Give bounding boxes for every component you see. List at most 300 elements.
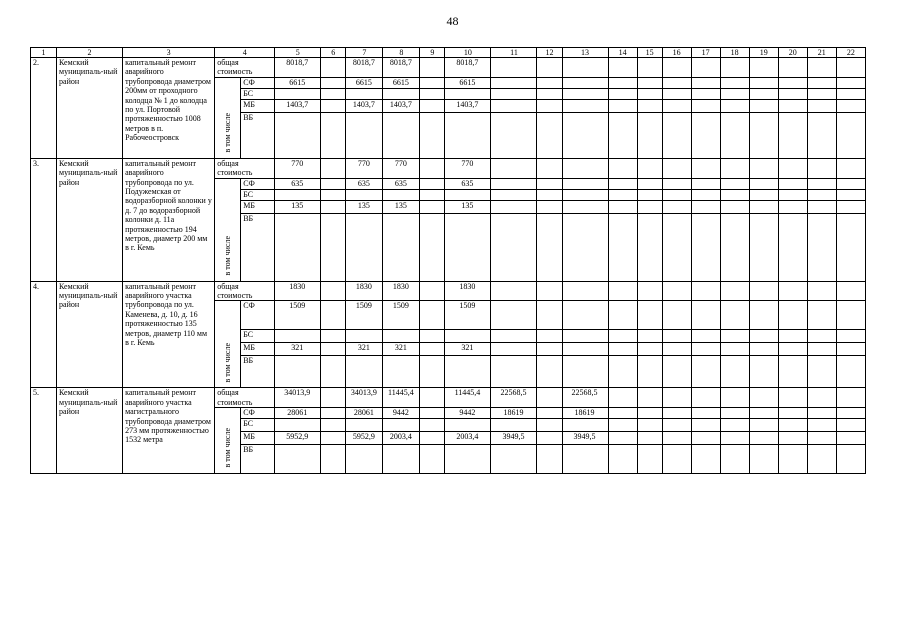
- value-cell-c8: 770: [383, 158, 420, 178]
- value-cell-c9: [420, 281, 445, 301]
- value-cell-c10: 2003,4: [445, 432, 491, 445]
- table-row: [31, 281, 866, 301]
- fund-source-label: БС: [241, 88, 275, 99]
- value-cell-c7: 135: [346, 200, 383, 213]
- value-cell-c19: [749, 158, 778, 178]
- value-cell-c10: 6615: [445, 77, 491, 88]
- value-cell-c15: [637, 200, 662, 213]
- col-header: 5: [275, 48, 321, 58]
- fund-source-label: СФ: [241, 408, 275, 419]
- value-cell-c16: [662, 445, 691, 474]
- value-cell-c7: [346, 330, 383, 343]
- value-cell-c13: 22568,5: [562, 388, 608, 408]
- value-cell-c11: [491, 158, 537, 178]
- value-cell-c12: [537, 88, 562, 99]
- value-cell-c6: [321, 330, 346, 343]
- value-cell-c18: [720, 281, 749, 301]
- value-cell-c17: [691, 213, 720, 281]
- value-cell-c6: [321, 178, 346, 189]
- value-cell-c18: [720, 445, 749, 474]
- value-cell-c8: 6615: [383, 77, 420, 88]
- value-cell-c14: [608, 301, 637, 330]
- value-cell-c18: [720, 77, 749, 88]
- value-cell-c10: [445, 445, 491, 474]
- value-cell-c22: [836, 301, 865, 330]
- value-cell-c9: [420, 178, 445, 189]
- value-cell-c9: [420, 343, 445, 356]
- value-cell-c19: [749, 445, 778, 474]
- value-cell-c6: [321, 281, 346, 301]
- value-cell-c8: [383, 445, 420, 474]
- value-cell-c12: [537, 281, 562, 301]
- value-cell-c22: [836, 88, 865, 99]
- value-cell-c14: [608, 213, 637, 281]
- value-cell-c14: [608, 330, 637, 343]
- incl-label-cell: [215, 301, 241, 388]
- value-cell-c15: [637, 58, 662, 78]
- value-cell-c5: 1830: [275, 281, 321, 301]
- value-cell-c11: [491, 281, 537, 301]
- value-cell-c22: [836, 356, 865, 388]
- value-cell-c18: [720, 301, 749, 330]
- header-row: [31, 48, 866, 58]
- row-number: 5.: [31, 388, 57, 474]
- value-cell-c8: 135: [383, 200, 420, 213]
- value-cell-c5: [275, 189, 321, 200]
- value-cell-c17: [691, 77, 720, 88]
- col-header: 8: [383, 48, 420, 58]
- value-cell-c14: [608, 388, 637, 408]
- value-cell-c12: [537, 301, 562, 330]
- fund-source-label: ВБ: [241, 112, 275, 158]
- value-cell-c19: [749, 178, 778, 189]
- value-cell-c16: [662, 58, 691, 78]
- value-cell-c17: [691, 58, 720, 78]
- value-cell-c18: [720, 112, 749, 158]
- value-cell-c13: [562, 58, 608, 78]
- value-cell-c12: [537, 99, 562, 112]
- value-cell-c12: [537, 158, 562, 178]
- value-cell-c5: 321: [275, 343, 321, 356]
- row-number: 2.: [31, 58, 57, 159]
- value-cell-c8: 321: [383, 343, 420, 356]
- table-row: [31, 58, 866, 78]
- value-cell-c17: [691, 419, 720, 432]
- value-cell-c7: [346, 445, 383, 474]
- value-cell-c10: [445, 88, 491, 99]
- value-cell-c9: [420, 388, 445, 408]
- value-cell-c20: [778, 99, 807, 112]
- value-cell-c13: 18619: [562, 408, 608, 419]
- value-cell-c17: [691, 343, 720, 356]
- value-cell-c6: [321, 112, 346, 158]
- value-cell-c22: [836, 343, 865, 356]
- value-cell-c15: [637, 99, 662, 112]
- value-cell-c11: [491, 189, 537, 200]
- value-cell-c7: 6615: [346, 77, 383, 88]
- value-cell-c14: [608, 408, 637, 419]
- municipality-cell: Кемский муниципаль-ный район: [57, 388, 123, 474]
- value-cell-c16: [662, 301, 691, 330]
- value-cell-c21: [807, 301, 836, 330]
- value-cell-c13: [562, 158, 608, 178]
- value-cell-c12: [537, 213, 562, 281]
- value-cell-c12: [537, 200, 562, 213]
- value-cell-c8: [383, 330, 420, 343]
- value-cell-c19: [749, 77, 778, 88]
- value-cell-c9: [420, 112, 445, 158]
- value-cell-c13: [562, 281, 608, 301]
- value-cell-c16: [662, 281, 691, 301]
- value-cell-c17: [691, 432, 720, 445]
- value-cell-c21: [807, 408, 836, 419]
- value-cell-c10: 8018,7: [445, 58, 491, 78]
- value-cell-c16: [662, 112, 691, 158]
- value-cell-c20: [778, 343, 807, 356]
- value-cell-c14: [608, 445, 637, 474]
- value-cell-c5: [275, 356, 321, 388]
- value-cell-c18: [720, 58, 749, 78]
- value-cell-c22: [836, 189, 865, 200]
- value-cell-c14: [608, 419, 637, 432]
- value-cell-c6: [321, 419, 346, 432]
- value-cell-c10: [445, 419, 491, 432]
- fund-source-label: ВБ: [241, 356, 275, 388]
- value-cell-c19: [749, 189, 778, 200]
- value-cell-c13: [562, 419, 608, 432]
- value-cell-c20: [778, 432, 807, 445]
- col-header: 16: [662, 48, 691, 58]
- value-cell-c15: [637, 112, 662, 158]
- value-cell-c14: [608, 77, 637, 88]
- fund-source-label: СФ: [241, 178, 275, 189]
- fund-source-label: МБ: [241, 99, 275, 112]
- value-cell-c18: [720, 388, 749, 408]
- fund-source-label: ВБ: [241, 445, 275, 474]
- total-cost-label: общая стоимость: [215, 388, 275, 408]
- value-cell-c11: 18619: [491, 408, 537, 419]
- value-cell-c21: [807, 445, 836, 474]
- value-cell-c9: [420, 356, 445, 388]
- value-cell-c7: 34013,9: [346, 388, 383, 408]
- value-cell-c9: [420, 58, 445, 78]
- value-cell-c6: [321, 388, 346, 408]
- value-cell-c19: [749, 356, 778, 388]
- col-header: 15: [637, 48, 662, 58]
- value-cell-c15: [637, 158, 662, 178]
- col-header: 11: [491, 48, 537, 58]
- value-cell-c14: [608, 343, 637, 356]
- value-cell-c5: [275, 112, 321, 158]
- value-cell-c16: [662, 99, 691, 112]
- value-cell-c5: [275, 419, 321, 432]
- value-cell-c6: [321, 88, 346, 99]
- value-cell-c17: [691, 281, 720, 301]
- col-header: 10: [445, 48, 491, 58]
- value-cell-c20: [778, 112, 807, 158]
- value-cell-c16: [662, 343, 691, 356]
- fund-source-label: МБ: [241, 200, 275, 213]
- value-cell-c7: [346, 88, 383, 99]
- value-cell-c19: [749, 301, 778, 330]
- value-cell-c20: [778, 301, 807, 330]
- value-cell-c16: [662, 189, 691, 200]
- value-cell-c20: [778, 213, 807, 281]
- table-row: [31, 158, 866, 178]
- value-cell-c5: 1403,7: [275, 99, 321, 112]
- col-header: 2: [57, 48, 123, 58]
- value-cell-c22: [836, 213, 865, 281]
- value-cell-c6: [321, 445, 346, 474]
- value-cell-c5: [275, 330, 321, 343]
- value-cell-c22: [836, 408, 865, 419]
- value-cell-c9: [420, 330, 445, 343]
- value-cell-c6: [321, 301, 346, 330]
- value-cell-c21: [807, 419, 836, 432]
- value-cell-c14: [608, 58, 637, 78]
- incl-label-cell: [215, 178, 241, 281]
- value-cell-c21: [807, 189, 836, 200]
- value-cell-c9: [420, 445, 445, 474]
- value-cell-c15: [637, 432, 662, 445]
- value-cell-c6: [321, 343, 346, 356]
- value-cell-c5: 6615: [275, 77, 321, 88]
- col-header: 13: [562, 48, 608, 58]
- value-cell-c12: [537, 388, 562, 408]
- value-cell-c15: [637, 301, 662, 330]
- value-cell-c11: 22568,5: [491, 388, 537, 408]
- value-cell-c18: [720, 213, 749, 281]
- value-cell-c16: [662, 213, 691, 281]
- value-cell-c16: [662, 432, 691, 445]
- value-cell-c16: [662, 408, 691, 419]
- value-cell-c11: [491, 200, 537, 213]
- fund-source-label: МБ: [241, 343, 275, 356]
- value-cell-c7: 770: [346, 158, 383, 178]
- value-cell-c13: [562, 112, 608, 158]
- value-cell-c19: [749, 99, 778, 112]
- value-cell-c9: [420, 99, 445, 112]
- value-cell-c12: [537, 189, 562, 200]
- value-cell-c9: [420, 200, 445, 213]
- value-cell-c10: [445, 112, 491, 158]
- value-cell-c18: [720, 408, 749, 419]
- col-header: 4: [215, 48, 275, 58]
- incl-label: в том числе: [223, 235, 232, 276]
- value-cell-c15: [637, 88, 662, 99]
- value-cell-c17: [691, 178, 720, 189]
- col-header: 17: [691, 48, 720, 58]
- value-cell-c12: [537, 343, 562, 356]
- value-cell-c17: [691, 99, 720, 112]
- value-cell-c16: [662, 200, 691, 213]
- value-cell-c19: [749, 330, 778, 343]
- value-cell-c11: [491, 88, 537, 99]
- value-cell-c21: [807, 88, 836, 99]
- value-cell-c17: [691, 388, 720, 408]
- value-cell-c15: [637, 189, 662, 200]
- value-cell-c6: [321, 77, 346, 88]
- value-cell-c12: [537, 408, 562, 419]
- value-cell-c16: [662, 88, 691, 99]
- value-cell-c8: [383, 419, 420, 432]
- value-cell-c16: [662, 330, 691, 343]
- value-cell-c13: [562, 189, 608, 200]
- value-cell-c22: [836, 77, 865, 88]
- value-cell-c13: [562, 99, 608, 112]
- col-header: 1: [31, 48, 57, 58]
- value-cell-c20: [778, 419, 807, 432]
- value-cell-c8: [383, 88, 420, 99]
- value-cell-c20: [778, 200, 807, 213]
- value-cell-c21: [807, 281, 836, 301]
- value-cell-c14: [608, 432, 637, 445]
- value-cell-c13: [562, 343, 608, 356]
- row-number: 4.: [31, 281, 57, 388]
- value-cell-c12: [537, 58, 562, 78]
- value-cell-c21: [807, 356, 836, 388]
- value-cell-c22: [836, 388, 865, 408]
- value-cell-c7: 321: [346, 343, 383, 356]
- value-cell-c11: [491, 330, 537, 343]
- value-cell-c10: [445, 356, 491, 388]
- value-cell-c11: [491, 58, 537, 78]
- value-cell-c5: 770: [275, 158, 321, 178]
- value-cell-c5: [275, 213, 321, 281]
- value-cell-c18: [720, 178, 749, 189]
- value-cell-c5: 5952,9: [275, 432, 321, 445]
- value-cell-c9: [420, 77, 445, 88]
- value-cell-c6: [321, 213, 346, 281]
- value-cell-c22: [836, 112, 865, 158]
- value-cell-c16: [662, 158, 691, 178]
- value-cell-c21: [807, 343, 836, 356]
- value-cell-c8: 1403,7: [383, 99, 420, 112]
- value-cell-c11: 3949,5: [491, 432, 537, 445]
- value-cell-c10: 11445,4: [445, 388, 491, 408]
- fund-source-label: ВБ: [241, 213, 275, 281]
- value-cell-c14: [608, 356, 637, 388]
- value-cell-c14: [608, 112, 637, 158]
- municipality-cell: Кемский муниципаль-ный район: [57, 58, 123, 159]
- value-cell-c18: [720, 99, 749, 112]
- value-cell-c15: [637, 330, 662, 343]
- value-cell-c10: 1509: [445, 301, 491, 330]
- value-cell-c18: [720, 158, 749, 178]
- value-cell-c12: [537, 432, 562, 445]
- value-cell-c10: 1830: [445, 281, 491, 301]
- value-cell-c15: [637, 408, 662, 419]
- value-cell-c10: [445, 330, 491, 343]
- description-cell: капитальный ремонт аварийного участка магистрального трубопровода диаметром 273 мм протяженностью 1532 метра: [123, 388, 215, 474]
- value-cell-c10: [445, 213, 491, 281]
- value-cell-c11: [491, 419, 537, 432]
- value-cell-c16: [662, 419, 691, 432]
- value-cell-c21: [807, 178, 836, 189]
- value-cell-c8: 9442: [383, 408, 420, 419]
- value-cell-c6: [321, 158, 346, 178]
- value-cell-c7: 1403,7: [346, 99, 383, 112]
- value-cell-c19: [749, 213, 778, 281]
- value-cell-c13: [562, 77, 608, 88]
- col-header: 22: [836, 48, 865, 58]
- col-header: 18: [720, 48, 749, 58]
- value-cell-c7: 28061: [346, 408, 383, 419]
- value-cell-c13: [562, 178, 608, 189]
- value-cell-c5: [275, 88, 321, 99]
- col-header: 7: [346, 48, 383, 58]
- value-cell-c7: 635: [346, 178, 383, 189]
- table-row: [31, 388, 866, 408]
- value-cell-c10: 9442: [445, 408, 491, 419]
- value-cell-c17: [691, 158, 720, 178]
- incl-label: в том числе: [223, 428, 232, 468]
- value-cell-c13: [562, 200, 608, 213]
- value-cell-c13: [562, 301, 608, 330]
- total-cost-label: общая стоимость: [215, 281, 275, 301]
- value-cell-c8: [383, 356, 420, 388]
- value-cell-c21: [807, 58, 836, 78]
- value-cell-c19: [749, 388, 778, 408]
- value-cell-c14: [608, 178, 637, 189]
- value-cell-c8: 635: [383, 178, 420, 189]
- value-cell-c5: 28061: [275, 408, 321, 419]
- value-cell-c14: [608, 281, 637, 301]
- value-cell-c22: [836, 178, 865, 189]
- value-cell-c17: [691, 445, 720, 474]
- value-cell-c19: [749, 200, 778, 213]
- value-cell-c12: [537, 419, 562, 432]
- value-cell-c15: [637, 77, 662, 88]
- value-cell-c15: [637, 356, 662, 388]
- fund-source-label: МБ: [241, 432, 275, 445]
- col-header: 20: [778, 48, 807, 58]
- value-cell-c10: [445, 189, 491, 200]
- value-cell-c22: [836, 200, 865, 213]
- value-cell-c20: [778, 356, 807, 388]
- value-cell-c19: [749, 88, 778, 99]
- value-cell-c9: [420, 88, 445, 99]
- value-cell-c10: 635: [445, 178, 491, 189]
- value-cell-c19: [749, 432, 778, 445]
- value-cell-c13: 3949,5: [562, 432, 608, 445]
- value-cell-c20: [778, 281, 807, 301]
- value-cell-c7: [346, 112, 383, 158]
- value-cell-c19: [749, 58, 778, 78]
- value-cell-c11: [491, 77, 537, 88]
- value-cell-c7: [346, 189, 383, 200]
- value-cell-c14: [608, 189, 637, 200]
- value-cell-c21: [807, 77, 836, 88]
- value-cell-c14: [608, 200, 637, 213]
- value-cell-c11: [491, 445, 537, 474]
- col-header: 19: [749, 48, 778, 58]
- value-cell-c5: 34013,9: [275, 388, 321, 408]
- value-cell-c16: [662, 356, 691, 388]
- value-cell-c20: [778, 189, 807, 200]
- value-cell-c17: [691, 356, 720, 388]
- page-number: 48: [446, 14, 459, 28]
- value-cell-c18: [720, 189, 749, 200]
- row-number: 3.: [31, 158, 57, 281]
- value-cell-c12: [537, 445, 562, 474]
- fund-source-label: СФ: [241, 77, 275, 88]
- col-header: 9: [420, 48, 445, 58]
- value-cell-c9: [420, 213, 445, 281]
- value-cell-c22: [836, 99, 865, 112]
- municipality-cell: Кемский муниципаль-ный район: [57, 158, 123, 281]
- incl-label-cell: [215, 77, 241, 158]
